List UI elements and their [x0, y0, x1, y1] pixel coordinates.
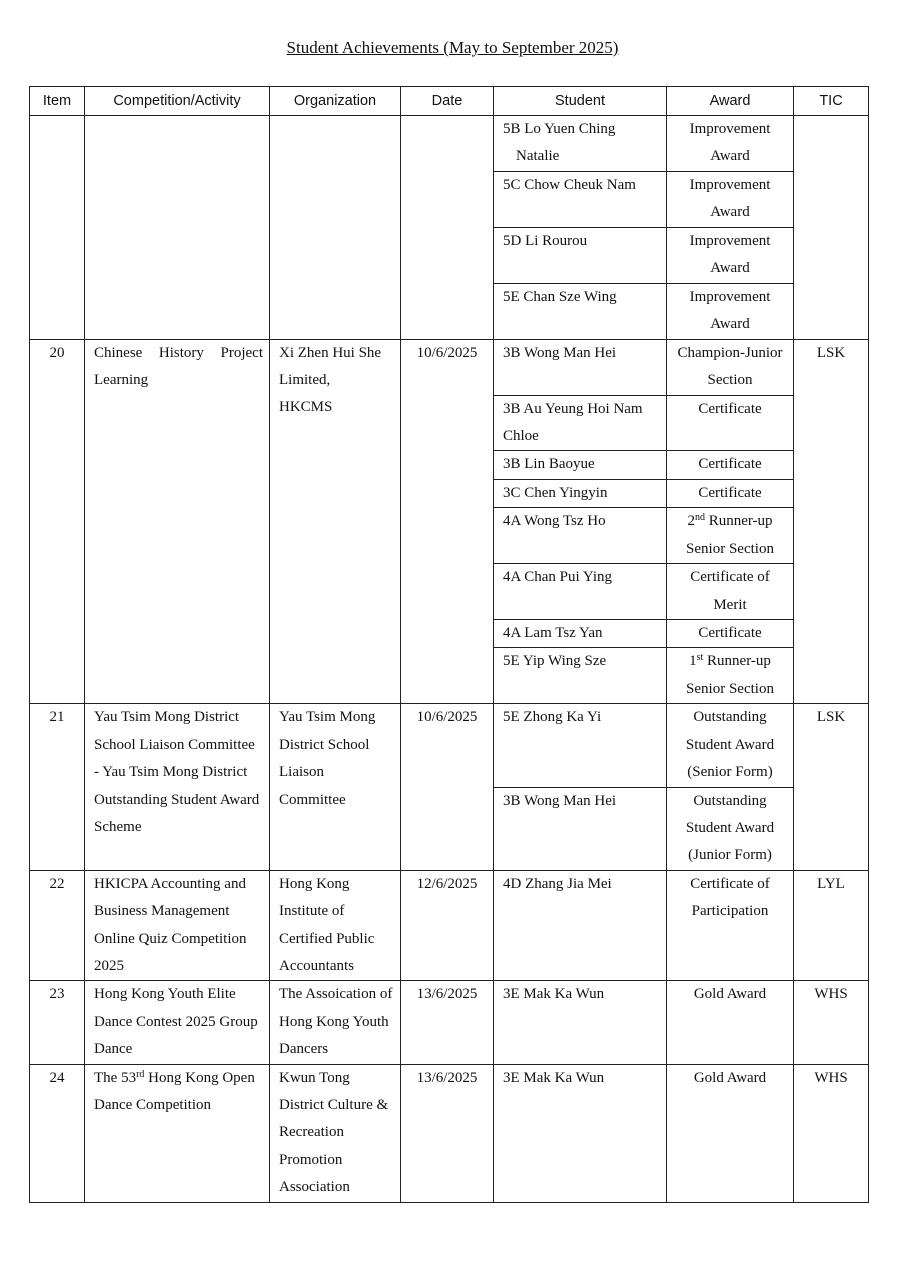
student-cell: 4A Chan Pui Ying	[494, 564, 667, 620]
table-row	[30, 870, 869, 981]
competition-cell: HKICPA Accounting and Business Management Online Quiz Competition 2025	[85, 870, 270, 981]
student-cell: 3E Mak Ka Wun	[494, 981, 667, 1064]
organization-line: Limited,	[279, 372, 331, 389]
item-cell: 21	[30, 704, 85, 870]
competition-cell: Chinese History Project Learning	[85, 339, 270, 704]
student-cell: 4D Zhang Jia Mei	[494, 870, 667, 981]
achievements-table	[29, 86, 869, 1203]
student-cell: 5B Lo Yuen Ching Natalie	[494, 116, 667, 172]
award-cell: Certificate	[667, 479, 794, 507]
award-cell: Certificate	[667, 451, 794, 479]
tic-cell: LSK	[794, 339, 869, 704]
organization-cell: The Assoication of Hong Kong Youth Dancers	[270, 981, 401, 1064]
student-cell: 3B Lin Baoyue	[494, 451, 667, 479]
student-cell: 4A Lam Tsz Yan	[494, 620, 667, 648]
student-cell: 5D Li Rourou	[494, 227, 667, 283]
student-cell: 4A Wong Tsz Ho	[494, 508, 667, 564]
competition-cell	[85, 116, 270, 340]
date-cell: 13/6/2025	[401, 981, 494, 1064]
item-cell: 24	[30, 1064, 85, 1202]
award-cell: Gold Award	[667, 981, 794, 1064]
table-row	[30, 704, 869, 787]
item-cell: 23	[30, 981, 85, 1064]
tic-cell: LSK	[794, 704, 869, 870]
header-item: Item	[30, 87, 85, 116]
award-cell: Improvement Award	[667, 116, 794, 172]
student-cell: 5E Zhong Ka Yi	[494, 704, 667, 787]
student-cell: 3B Wong Man Hei	[494, 787, 667, 870]
award-cell: Improvement Award	[667, 171, 794, 227]
competition-cell	[85, 704, 270, 870]
award-cell: Improvement Award	[667, 227, 794, 283]
competition-line: - Yau Tsim Mong District Outstanding Student Award Scheme	[94, 764, 260, 835]
award-cell: Certificate	[667, 395, 794, 451]
date-cell: 10/6/2025	[401, 704, 494, 870]
student-cell: 3B Au Yeung Hoi Nam Chloe	[494, 395, 667, 451]
award-cell: Certificate of Merit	[667, 564, 794, 620]
date-cell: 10/6/2025	[401, 339, 494, 704]
student-cell: 5E Chan Sze Wing	[494, 283, 667, 339]
award-cell: Outstanding Student Award (Junior Form)	[667, 787, 794, 870]
header-tic: TIC	[794, 87, 869, 116]
organization-cell	[270, 116, 401, 340]
competition-cell: The 53rd Hong Kong Open Dance Competition	[85, 1064, 270, 1202]
date-cell	[401, 116, 494, 340]
award-cell: Champion-Junior Section	[667, 339, 794, 395]
student-cell: 5E Yip Wing Sze	[494, 648, 667, 704]
award-cell: Gold Award	[667, 1064, 794, 1202]
student-cell: 3C Chen Yingyin	[494, 479, 667, 507]
tic-cell	[794, 116, 869, 340]
item-cell: 22	[30, 870, 85, 981]
student-cell: 5C Chow Cheuk Nam	[494, 171, 667, 227]
table-row	[30, 339, 869, 395]
tic-cell: WHS	[794, 1064, 869, 1202]
student-cell: 3B Wong Man Hei	[494, 339, 667, 395]
student-cell: 3E Mak Ka Wun	[494, 1064, 667, 1202]
award-cell: Certificate of Participation	[667, 870, 794, 981]
award-cell: 2nd Runner-up Senior Section	[667, 508, 794, 564]
organization-line: Xi Zhen Hui She	[279, 344, 382, 361]
organization-cell: Hong Kong Institute of Certified Public Accountants	[270, 870, 401, 981]
award-cell: Certificate	[667, 620, 794, 648]
award-cell: Outstanding Student Award (Senior Form)	[667, 704, 794, 787]
header-competition: Competition/Activity	[85, 87, 270, 116]
header-award: Award	[667, 87, 794, 116]
header-date: Date	[401, 87, 494, 116]
item-cell: 20	[30, 339, 85, 704]
organization-cell: Yau Tsim Mong District School Liaison Committee	[270, 704, 401, 870]
date-cell: 12/6/2025	[401, 870, 494, 981]
competition-line: Yau Tsim Mong District School Liaison Committee	[94, 709, 255, 753]
table-row	[30, 981, 869, 1064]
page-title: Student Achievements (May to September 2025)	[286, 38, 619, 57]
organization-line: HKCMS	[279, 399, 333, 416]
award-cell: Improvement Award	[667, 283, 794, 339]
organization-cell	[270, 339, 401, 704]
header-student: Student	[494, 87, 667, 116]
table-row	[30, 116, 869, 172]
table-row	[30, 1064, 869, 1202]
header-organization: Organization	[270, 87, 401, 116]
item-cell	[30, 116, 85, 340]
award-cell: 1st Runner-up Senior Section	[667, 648, 794, 704]
tic-cell: LYL	[794, 870, 869, 981]
competition-cell: Hong Kong Youth Elite Dance Contest 2025 Group Dance	[85, 981, 270, 1064]
header-row	[30, 87, 869, 116]
date-cell: 13/6/2025	[401, 1064, 494, 1202]
tic-cell: WHS	[794, 981, 869, 1064]
organization-cell: Kwun Tong District Culture & Recreation Promotion Association	[270, 1064, 401, 1202]
